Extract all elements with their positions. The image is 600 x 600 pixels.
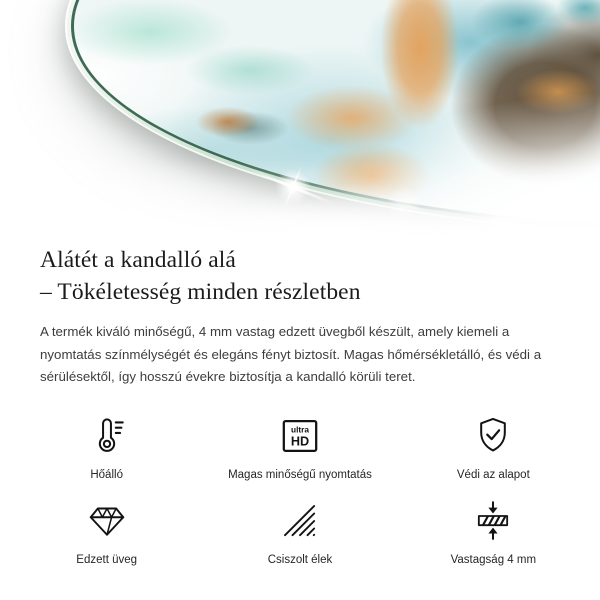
thermometer-icon — [86, 415, 128, 457]
diamond-icon — [87, 500, 127, 542]
feature-label: Csiszolt élek — [267, 553, 333, 566]
product-description-section — [0, 244, 600, 389]
glass-disc-marble-surface — [0, 0, 600, 236]
feature-label: Magas minőségű nyomtatás — [228, 468, 372, 481]
feature-polished-edges — [203, 500, 396, 568]
feature-thickness — [397, 500, 590, 568]
hd-text: HD — [290, 434, 310, 449]
product-description-text: A termék kiváló minőségű, 4 mm vastag edzett üvegből készült, amely kiemeli a nyomtatás színmélységét és elegáns fényt biztosít. Magas hőmérsékletálló, és védi a sérülésektől, így hosszú évekre biztosítja a kandalló körüli teret. — [40, 324, 542, 384]
product-image — [0, 0, 600, 236]
feature-print-quality — [203, 415, 396, 483]
page-title — [40, 244, 560, 308]
feature-label: Védi az alapot — [456, 468, 530, 481]
feature-tempered-glass — [10, 500, 203, 568]
feature-heat-resistant — [10, 415, 203, 483]
ultra-text: ultra — [290, 424, 309, 434]
page-title-line2: – Tökéletesség minden részletben — [40, 279, 361, 305]
feature-label: Vastagság 4 mm — [450, 553, 537, 566]
feature-grid — [0, 415, 600, 568]
polished-edges-icon — [280, 500, 320, 542]
feature-label: Hőálló — [90, 468, 123, 481]
feature-label: Edzett üveg — [76, 553, 138, 566]
shield-check-icon — [472, 415, 514, 457]
ultra-hd-icon — [279, 415, 321, 457]
feature-protects-base — [397, 415, 590, 483]
thickness-icon — [473, 500, 513, 542]
page-title-line1: Alátét a kandalló alá — [40, 247, 236, 273]
